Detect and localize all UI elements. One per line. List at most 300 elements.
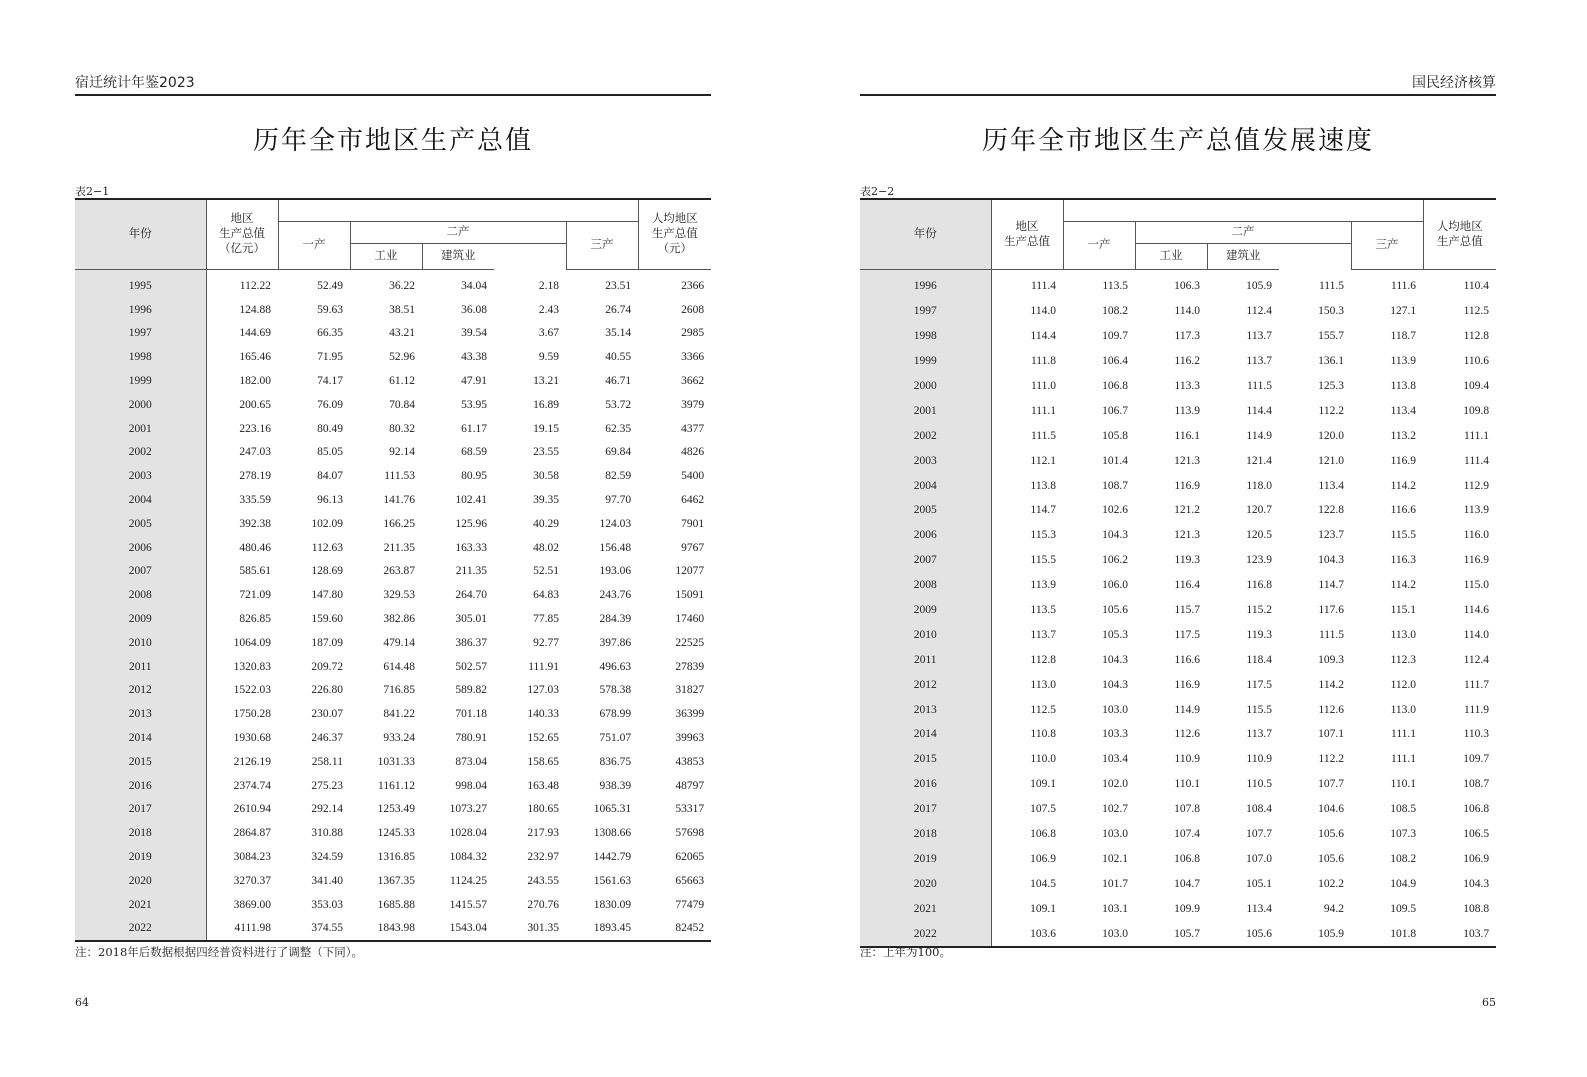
value-cell: 22525: [675, 636, 705, 649]
value-cell: 104.3: [1102, 653, 1128, 666]
value-cell: 112.5: [1463, 305, 1490, 318]
table-row: [860, 548, 1496, 573]
value-cell: 43853: [675, 755, 705, 768]
value-cell: 938.39: [599, 779, 632, 792]
value-cell: 115.7: [1174, 604, 1200, 617]
value-cell: 721.09: [206, 583, 278, 607]
year-cell: 2019: [75, 845, 206, 869]
value-cell: 1685.88: [377, 898, 415, 911]
year-cell: 2002: [75, 441, 206, 465]
value-cell: 113.5: [1102, 280, 1128, 293]
value-cell: 116.0: [1463, 529, 1490, 542]
value-cell: 112.8: [1463, 330, 1490, 343]
value-cell: 52.96: [389, 351, 415, 364]
value-cell: 1245.33: [377, 827, 415, 840]
year-cell: 2003: [860, 448, 991, 473]
value-cell: 120.5: [1246, 529, 1272, 542]
table-row: [75, 583, 711, 607]
table-row: [860, 797, 1496, 822]
value-cell: 1320.83: [206, 655, 278, 679]
value-cell: 112.2: [1318, 404, 1344, 417]
table-row: [75, 270, 711, 298]
value-cell: 118.7: [1390, 330, 1417, 343]
value-cell: 1830.09: [593, 898, 632, 911]
year-cell: 2014: [75, 726, 206, 750]
value-cell: 166.25: [383, 517, 415, 530]
value-cell: 121.2: [1174, 504, 1200, 517]
value-cell: 53.72: [605, 398, 632, 411]
value-cell: 374.55: [311, 922, 343, 935]
value-cell: 2985: [681, 327, 705, 340]
table-row: [75, 512, 711, 536]
value-cell: 278.19: [206, 464, 278, 488]
value-cell: 324.59: [311, 851, 343, 864]
value-cell: 120.0: [1318, 429, 1344, 442]
value-cell: 111.91: [528, 660, 559, 673]
value-cell: 104.3: [1102, 678, 1128, 691]
value-cell: 110.0: [991, 747, 1063, 772]
value-cell: 180.65: [527, 803, 559, 816]
running-head: 宿迁统计年鉴2023: [75, 74, 711, 96]
value-cell: 114.9: [1174, 703, 1200, 716]
value-cell: 1065.31: [593, 803, 632, 816]
value-cell: 101.8: [1390, 927, 1417, 940]
value-cell: 36.22: [389, 279, 415, 292]
value-cell: 211.35: [383, 541, 415, 554]
value-cell: 116.9: [1390, 454, 1417, 467]
value-cell: 16.89: [533, 398, 559, 411]
value-cell: 76.09: [317, 398, 343, 411]
table-row: [75, 369, 711, 393]
value-cell: 111.0: [991, 374, 1063, 399]
value-cell: 386.37: [455, 636, 487, 649]
year-cell: 2003: [75, 464, 206, 488]
value-cell: 187.09: [311, 636, 343, 649]
year-cell: 2013: [860, 697, 991, 722]
header-per-capita: 人均地区 生产总值: [1423, 199, 1496, 270]
value-cell: 109.1: [991, 896, 1063, 921]
value-cell: 15091: [675, 589, 705, 602]
table-row: [860, 772, 1496, 797]
value-cell: 353.03: [311, 898, 343, 911]
value-cell: 3366: [681, 351, 705, 364]
value-cell: 4377: [681, 422, 705, 435]
value-cell: 84.07: [317, 470, 343, 483]
value-cell: 111.5: [991, 423, 1063, 448]
value-cell: 106.8: [991, 822, 1063, 847]
value-cell: 217.93: [527, 827, 559, 840]
value-cell: 110.1: [1174, 778, 1200, 791]
value-cell: 114.7: [1318, 579, 1344, 592]
year-cell: 1998: [75, 345, 206, 369]
value-cell: 80.49: [317, 422, 343, 435]
value-cell: 998.04: [455, 779, 487, 792]
value-cell: 114.2: [1318, 678, 1344, 691]
value-cell: 119.3: [1246, 628, 1272, 641]
table-row: [860, 573, 1496, 598]
value-cell: 94.2: [1323, 902, 1344, 915]
value-cell: 114.9: [1246, 429, 1272, 442]
year-cell: 2008: [860, 573, 991, 598]
value-cell: 1442.79: [593, 851, 632, 864]
value-cell: 115.2: [1246, 604, 1272, 617]
value-cell: 127.03: [527, 684, 559, 697]
value-cell: 2610.94: [206, 798, 278, 822]
value-cell: 62065: [675, 851, 705, 864]
table-row: [75, 464, 711, 488]
value-cell: 113.3: [1174, 380, 1200, 392]
value-cell: 36.08: [461, 303, 487, 316]
year-cell: 2006: [860, 523, 991, 548]
table-row: [860, 598, 1496, 623]
value-cell: 102.2: [1318, 877, 1344, 890]
value-cell: 163.48: [527, 779, 559, 792]
value-cell: 106.2: [1102, 554, 1128, 567]
value-cell: 102.0: [1102, 778, 1128, 791]
value-cell: 292.14: [311, 803, 343, 816]
value-cell: 116.6: [1390, 504, 1417, 517]
value-cell: 1543.04: [449, 922, 487, 935]
value-cell: 114.7: [991, 498, 1063, 523]
value-cell: 117.6: [1318, 604, 1344, 617]
value-cell: 113.9: [991, 573, 1063, 598]
value-cell: 114.2: [1390, 479, 1417, 492]
value-cell: 112.4: [1246, 305, 1272, 318]
value-cell: 61.17: [461, 422, 487, 435]
value-cell: 209.72: [311, 660, 343, 673]
value-cell: 113.4: [1318, 479, 1344, 492]
value-cell: 47.91: [461, 375, 487, 388]
value-cell: 614.48: [383, 660, 415, 673]
value-cell: 1308.66: [593, 827, 632, 840]
value-cell: 103.7: [1463, 927, 1490, 940]
table-row: [75, 702, 711, 726]
value-cell: 1750.28: [206, 702, 278, 726]
value-cell: 158.65: [527, 755, 559, 768]
value-cell: 43.38: [461, 351, 487, 364]
value-cell: 116.8: [1246, 579, 1272, 592]
value-cell: 226.80: [311, 684, 343, 697]
value-cell: 140.33: [527, 708, 559, 721]
value-cell: 105.6: [1318, 852, 1344, 865]
value-cell: 112.6: [1174, 728, 1200, 741]
year-cell: 2015: [75, 750, 206, 774]
value-cell: 77479: [675, 898, 705, 911]
value-cell: 109.9: [1174, 902, 1200, 915]
table-row: [75, 750, 711, 774]
header-spacer: [278, 199, 638, 222]
value-cell: 113.5: [991, 598, 1063, 623]
table-row: [860, 473, 1496, 498]
value-cell: 780.91: [455, 732, 487, 745]
value-cell: 111.5: [1318, 280, 1344, 293]
value-cell: 121.4: [1246, 454, 1272, 467]
value-cell: 69.84: [605, 446, 632, 459]
table-row: [860, 647, 1496, 672]
value-cell: 1415.57: [449, 898, 487, 911]
value-cell: 223.16: [206, 417, 278, 441]
value-cell: 113.4: [1246, 902, 1272, 915]
table-row: [75, 726, 711, 750]
year-cell: 2012: [860, 672, 991, 697]
value-cell: 106.5: [1463, 828, 1490, 841]
right-page: [860, 0, 1496, 1077]
value-cell: 3270.37: [206, 869, 278, 893]
value-cell: 112.22: [206, 270, 278, 298]
year-cell: 2022: [75, 917, 206, 942]
value-cell: 110.5: [1246, 778, 1272, 791]
value-cell: 80.32: [389, 422, 415, 435]
value-cell: 104.3: [1102, 529, 1128, 542]
value-cell: 116.2: [1174, 355, 1200, 368]
value-cell: 62.35: [605, 422, 632, 435]
table-row: [860, 622, 1496, 647]
value-cell: 106.9: [991, 846, 1063, 871]
value-cell: 64.83: [533, 589, 559, 602]
value-cell: 826.85: [206, 607, 278, 631]
value-cell: 26.74: [605, 303, 632, 316]
value-cell: 716.85: [383, 684, 415, 697]
value-cell: 284.39: [599, 613, 632, 626]
value-cell: 104.3: [1318, 554, 1344, 567]
value-cell: 107.8: [1174, 803, 1200, 816]
value-cell: 30.58: [533, 470, 559, 483]
year-cell: 2001: [75, 417, 206, 441]
value-cell: 112.8: [991, 647, 1063, 672]
value-cell: 1031.33: [377, 755, 415, 768]
value-cell: 104.3: [1463, 877, 1490, 890]
value-cell: 107.4: [1174, 828, 1200, 841]
value-cell: 106.8: [1463, 803, 1490, 816]
table-row: [860, 398, 1496, 423]
value-cell: 3084.23: [206, 845, 278, 869]
value-cell: 200.65: [206, 393, 278, 417]
value-cell: 105.8: [1102, 429, 1128, 442]
value-cell: 150.3: [1318, 305, 1344, 318]
value-cell: 1843.98: [377, 922, 415, 935]
value-cell: 3.67: [538, 327, 559, 340]
year-cell: 2005: [75, 512, 206, 536]
table-body: [860, 270, 1496, 948]
header-industry: 工业: [350, 244, 422, 270]
value-cell: 112.5: [991, 697, 1063, 722]
value-cell: 156.48: [599, 541, 632, 554]
value-cell: 23.51: [605, 279, 632, 292]
year-cell: 2001: [860, 398, 991, 423]
value-cell: 2864.87: [206, 821, 278, 845]
value-cell: 102.09: [311, 517, 343, 530]
value-cell: 109.7: [1102, 330, 1128, 343]
table-note: 注：2018年后数据根据四经普资料进行了调整（下同）。: [75, 945, 364, 959]
header-tertiary: 三产: [566, 222, 638, 270]
value-cell: 102.7: [1102, 803, 1128, 816]
value-cell: 115.3: [991, 523, 1063, 548]
table-row: [75, 298, 711, 322]
value-cell: 116.6: [1174, 653, 1200, 666]
year-cell: 2017: [860, 797, 991, 822]
value-cell: 105.6: [1318, 828, 1344, 841]
value-cell: 97.70: [605, 494, 632, 507]
table-number: 表2−2: [860, 185, 895, 198]
value-cell: 111.1: [991, 398, 1063, 423]
gdp-growth-table: [860, 198, 1496, 948]
value-cell: 3869.00: [206, 893, 278, 917]
header-construction: 建筑业: [422, 244, 494, 270]
value-cell: 1367.35: [377, 874, 415, 887]
value-cell: 77.85: [533, 613, 559, 626]
table-number: 表2−1: [75, 185, 110, 198]
value-cell: 96.13: [317, 494, 343, 507]
value-cell: 110.1: [1390, 778, 1417, 791]
table-row: [75, 536, 711, 560]
value-cell: 110.8: [991, 722, 1063, 747]
header-gdp: 地区 生产总值: [991, 199, 1063, 270]
value-cell: 105.3: [1102, 628, 1128, 641]
value-cell: 104.9: [1390, 877, 1417, 890]
value-cell: 103.0: [1102, 828, 1128, 841]
value-cell: 107.5: [991, 797, 1063, 822]
value-cell: 39.35: [533, 494, 559, 507]
value-cell: 9767: [681, 541, 705, 554]
value-cell: 38.51: [389, 303, 415, 316]
table-row: [860, 871, 1496, 896]
value-cell: 103.1: [1102, 902, 1128, 915]
value-cell: 112.63: [311, 541, 343, 554]
value-cell: 103.0: [1102, 927, 1128, 940]
value-cell: 124.88: [206, 298, 278, 322]
year-cell: 2021: [75, 893, 206, 917]
value-cell: 108.2: [1390, 852, 1417, 865]
value-cell: 2374.74: [206, 774, 278, 798]
value-cell: 275.23: [311, 779, 343, 792]
year-cell: 2020: [860, 871, 991, 896]
value-cell: 127.1: [1390, 305, 1417, 318]
gdp-table: [75, 198, 711, 942]
running-head: 国民经济核算: [860, 74, 1496, 96]
header-tertiary: 三产: [1351, 222, 1423, 270]
year-cell: 2011: [75, 655, 206, 679]
left-page: [75, 0, 711, 1077]
value-cell: 106.7: [1102, 404, 1128, 417]
value-cell: 1073.27: [449, 803, 487, 816]
value-cell: 114.0: [1174, 305, 1200, 318]
year-cell: 2000: [860, 374, 991, 399]
value-cell: 1064.09: [206, 631, 278, 655]
value-cell: 264.70: [455, 589, 487, 602]
value-cell: 103.4: [1102, 753, 1128, 766]
value-cell: 109.5: [1390, 902, 1417, 915]
value-cell: 116.3: [1390, 554, 1417, 567]
value-cell: 121.0: [1318, 454, 1344, 467]
value-cell: 6462: [681, 494, 705, 507]
value-cell: 751.07: [599, 732, 632, 745]
value-cell: 258.11: [311, 755, 343, 768]
value-cell: 144.69: [206, 322, 278, 346]
value-cell: 115.5: [1390, 529, 1417, 542]
value-cell: 103.3: [1102, 728, 1128, 741]
value-cell: 105.9: [1318, 927, 1344, 940]
value-cell: 104.6: [1318, 803, 1344, 816]
value-cell: 102.6: [1102, 504, 1128, 517]
value-cell: 115.1: [1390, 604, 1417, 617]
year-cell: 1995: [75, 270, 206, 298]
value-cell: 243.55: [527, 874, 559, 887]
value-cell: 114.4: [991, 324, 1063, 349]
value-cell: 841.22: [383, 708, 415, 721]
value-cell: 310.88: [311, 827, 343, 840]
year-cell: 2014: [860, 722, 991, 747]
year-cell: 2008: [75, 583, 206, 607]
year-cell: 2002: [860, 423, 991, 448]
value-cell: 39.54: [461, 327, 487, 340]
value-cell: 113.9: [1463, 504, 1490, 517]
value-cell: 40.29: [533, 517, 559, 530]
value-cell: 111.4: [991, 270, 1063, 299]
value-cell: 82.59: [605, 470, 632, 483]
value-cell: 52.51: [533, 565, 559, 578]
value-cell: 123.9: [1246, 554, 1272, 567]
value-cell: 165.46: [206, 345, 278, 369]
value-cell: 113.9: [1390, 355, 1417, 368]
value-cell: 1522.03: [206, 679, 278, 703]
value-cell: 12077: [675, 565, 705, 578]
table-row: [75, 798, 711, 822]
value-cell: 53.95: [461, 398, 487, 411]
value-cell: 585.61: [206, 560, 278, 584]
value-cell: 270.76: [527, 898, 559, 911]
year-cell: 2020: [75, 869, 206, 893]
table-row: [75, 821, 711, 845]
value-cell: 117.5: [1246, 678, 1272, 691]
table-row: [75, 869, 711, 893]
value-cell: 106.4: [1102, 355, 1128, 368]
value-cell: 397.86: [599, 636, 632, 649]
header-year: 年份: [860, 199, 991, 270]
table-row: [860, 747, 1496, 772]
value-cell: 57698: [675, 827, 705, 840]
value-cell: 104.7: [1174, 877, 1200, 890]
year-cell: 2011: [860, 647, 991, 672]
value-cell: 112.3: [1390, 653, 1417, 666]
year-cell: 2017: [75, 798, 206, 822]
value-cell: 108.7: [1102, 479, 1128, 492]
table-row: [860, 498, 1496, 523]
value-cell: 115.5: [991, 548, 1063, 573]
value-cell: 301.35: [527, 922, 559, 935]
value-cell: 106.8: [1174, 852, 1200, 865]
value-cell: 111.9: [1464, 703, 1490, 716]
value-cell: 329.53: [383, 589, 415, 602]
year-cell: 2016: [860, 772, 991, 797]
value-cell: 479.14: [383, 636, 415, 649]
value-cell: 23.55: [533, 446, 559, 459]
value-cell: 116.9: [1174, 678, 1200, 691]
value-cell: 112.1: [991, 448, 1063, 473]
value-cell: 52.49: [317, 279, 343, 292]
table-row: [75, 322, 711, 346]
value-cell: 589.82: [455, 684, 487, 697]
value-cell: 230.07: [311, 708, 343, 721]
value-cell: 112.9: [1463, 479, 1490, 492]
value-cell: 211.35: [455, 565, 487, 578]
table-row: [860, 324, 1496, 349]
value-cell: 92.14: [389, 446, 415, 459]
value-cell: 115.5: [1246, 703, 1272, 716]
value-cell: 107.7: [1246, 828, 1272, 841]
value-cell: 68.59: [461, 446, 487, 459]
year-cell: 2012: [75, 679, 206, 703]
value-cell: 31827: [675, 684, 705, 697]
